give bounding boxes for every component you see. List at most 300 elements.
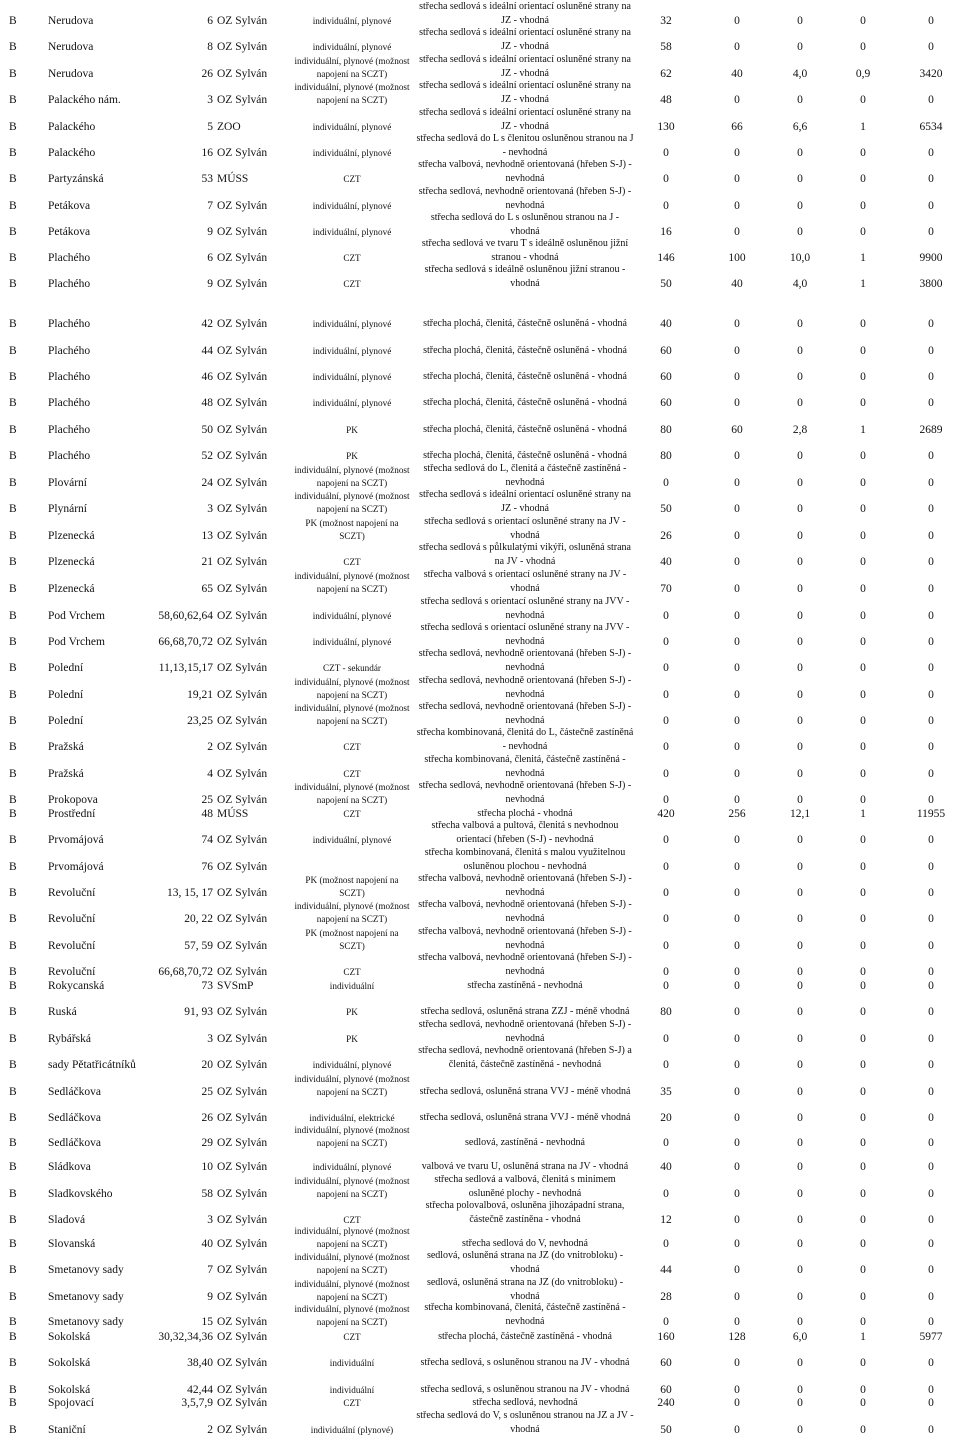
zone-name: OZ Sylván (217, 635, 268, 648)
value-col-1: 0 (663, 199, 669, 212)
roof-description: střecha sedlová, nevhodně orientovaná (hřeben S-J) - nevhodná (418, 186, 632, 211)
section-letter: B (9, 979, 17, 992)
value-col-3: 0 (797, 199, 803, 212)
value-col-4: 0 (860, 1005, 866, 1018)
table-row (0, 1316, 960, 1344)
roof-description: střecha sedlová, nevhodně orientovaná (hřeben S-J) - nevhodná (418, 701, 632, 726)
value-col-1: 0 (663, 714, 669, 727)
table-row (0, 674, 960, 702)
zone-name: OZ Sylván (217, 714, 268, 727)
value-col-1: 60 (660, 396, 672, 409)
value-col-1: 44 (660, 1263, 672, 1276)
value-col-3: 0 (797, 1237, 803, 1250)
roof-description: střecha valbová, nevhodně orientovaná (hřeben S-J) - nevhodná (418, 926, 632, 951)
value-col-2: 0 (734, 476, 740, 489)
value-col-3: 0 (797, 344, 803, 357)
heating-type: individuální, plynové (možnost napojení na SCZT) (294, 1252, 410, 1275)
value-col-2: 0 (734, 14, 740, 27)
street-name: Prostřední (48, 807, 96, 820)
value-col-5: 0 (928, 1187, 934, 1200)
value-col-5: 0 (928, 582, 934, 595)
value-col-3: 0 (797, 1396, 803, 1409)
street-name: Palackého nám. (48, 93, 121, 106)
section-letter: B (9, 146, 17, 159)
value-col-3: 6,0 (792, 1330, 808, 1343)
value-col-5: 9900 (919, 251, 943, 264)
value-col-3: 0 (797, 370, 803, 383)
value-col-2: 128 (728, 1330, 746, 1343)
value-col-1: 60 (660, 1383, 672, 1396)
value-col-5: 0 (928, 40, 934, 53)
value-col-5: 0 (928, 886, 934, 899)
value-col-2: 0 (734, 396, 740, 409)
zone-name: MÚSS (217, 172, 249, 185)
roof-description: střecha sedlová do V, s osluněnou stranou na JZ a JV - vhodná (416, 1410, 634, 1435)
value-col-1: 0 (663, 767, 669, 780)
value-col-5: 0 (928, 793, 934, 806)
value-col-4: 1 (860, 251, 866, 264)
value-col-2: 0 (734, 1396, 740, 1409)
house-number: 10 (201, 1160, 213, 1173)
table-row (0, 26, 960, 54)
house-number: 13 (201, 529, 213, 542)
value-col-2: 0 (734, 146, 740, 159)
heating-type: individuální, plynové (možnost napojení na SCZT) (294, 1304, 410, 1327)
house-number: 48 (201, 396, 213, 409)
value-col-5: 0 (928, 912, 934, 925)
value-col-4: 0 (860, 199, 866, 212)
section-letter: B (9, 1315, 17, 1328)
section-letter: B (9, 1356, 17, 1369)
value-col-2: 0 (734, 1237, 740, 1250)
zone-name: OZ Sylván (217, 1356, 268, 1369)
value-col-5: 0 (928, 661, 934, 674)
roof-description: střecha plochá, členitá, částečně osluněná - vhodná (423, 397, 627, 408)
section-letter: B (9, 529, 17, 542)
street-name: Palackého (48, 120, 96, 133)
street-name: Revoluční (48, 886, 96, 899)
value-col-5: 3800 (919, 277, 943, 290)
section-letter: B (9, 1187, 17, 1200)
roof-description: střecha sedlová a valbová, členitá s minimem osluněné plochy - nevhodná (434, 1174, 616, 1199)
table-row (0, 991, 960, 1019)
section-letter: B (9, 370, 17, 383)
section-letter: B (9, 1136, 17, 1149)
table-row (0, 965, 960, 993)
house-number: 91, 93 (184, 1005, 213, 1018)
value-col-4: 0 (860, 396, 866, 409)
heating-type: CZT (343, 809, 361, 819)
roof-description: střecha plochá - vhodná (477, 808, 573, 819)
table-row (0, 819, 960, 847)
street-name: Sedláčkova (48, 1111, 102, 1124)
house-number: 3 (207, 502, 213, 515)
house-number: 30,32,34,36 (158, 1330, 213, 1343)
house-number: 7 (207, 199, 213, 212)
street-name: Plachého (48, 277, 91, 290)
value-col-2: 0 (734, 767, 740, 780)
value-col-5: 0 (928, 965, 934, 978)
value-col-1: 80 (660, 1005, 672, 1018)
table-row (0, 158, 960, 186)
value-col-4: 0 (860, 1237, 866, 1250)
value-col-4: 0 (860, 14, 866, 27)
table-row (0, 53, 960, 81)
value-col-2: 0 (734, 555, 740, 568)
section-letter: B (9, 1213, 17, 1226)
zone-name: OZ Sylván (217, 1330, 268, 1343)
heating-type: CZT - sekundár (322, 663, 381, 673)
value-col-2: 0 (734, 635, 740, 648)
value-col-2: 0 (734, 317, 740, 330)
value-col-4: 0 (860, 1263, 866, 1276)
zone-name: OZ Sylván (217, 1423, 268, 1436)
table-row (0, 515, 960, 543)
table-row (0, 1409, 960, 1437)
value-col-3: 0 (797, 1383, 803, 1396)
street-name: Plachého (48, 317, 91, 330)
table-row (0, 435, 960, 463)
value-col-4: 0 (860, 1136, 866, 1149)
value-col-2: 0 (734, 1187, 740, 1200)
value-col-3: 0 (797, 1290, 803, 1303)
zone-name: OZ Sylván (217, 1111, 268, 1124)
section-letter: B (9, 40, 17, 53)
table-row (0, 1342, 960, 1370)
value-col-3: 0 (797, 582, 803, 595)
heating-type: individuální, plynové (312, 1162, 392, 1172)
roof-description: střecha valbová a pultová, členitá s nevhodnou orientací (hřeben (S-J) - nevhodná (431, 820, 619, 845)
heating-type: CZT (343, 742, 361, 752)
value-col-3: 0 (797, 146, 803, 159)
value-col-4: 0 (860, 860, 866, 873)
value-col-4: 0 (860, 965, 866, 978)
section-letter: B (9, 277, 17, 290)
value-col-3: 0 (797, 979, 803, 992)
value-col-3: 2,8 (792, 423, 808, 436)
value-col-1: 160 (657, 1330, 675, 1343)
value-col-1: 58 (660, 40, 672, 53)
roof-description: střecha sedlová s orientací osluněné strany na JVV - nevhodná (420, 622, 630, 647)
value-col-3: 0 (797, 609, 803, 622)
street-name: Sládkova (48, 1160, 91, 1173)
heating-type: individuální (329, 1358, 375, 1368)
street-name: Sokolská (48, 1330, 91, 1343)
value-col-3: 6,6 (792, 120, 808, 133)
value-col-2: 100 (728, 251, 746, 264)
value-col-3: 10,0 (789, 251, 811, 264)
section-letter: B (9, 317, 17, 330)
zone-name: OZ Sylván (217, 1263, 268, 1276)
house-number: 38,40 (187, 1356, 213, 1369)
street-name: Smetanovy sady (48, 1290, 124, 1303)
heating-type: individuální, plynové (možnost napojení na SCZT) (294, 677, 410, 700)
section-letter: B (9, 423, 17, 436)
heating-type: individuální (plynové) (310, 1425, 394, 1435)
value-col-4: 1 (860, 807, 866, 820)
value-col-3: 0 (797, 1213, 803, 1226)
roof-description: střecha valbová, nevhodně orientovaná (hřeben S-J) - nevhodná (418, 873, 632, 898)
zone-name: OZ Sylván (217, 1005, 268, 1018)
house-number: 25 (201, 793, 213, 806)
value-col-1: 0 (663, 1058, 669, 1071)
heating-type: CZT (343, 557, 361, 567)
zone-name: OZ Sylván (217, 344, 268, 357)
section-letter: B (9, 251, 17, 264)
heating-type: individuální, plynové (312, 637, 392, 647)
value-col-5: 0 (928, 449, 934, 462)
value-col-5: 0 (928, 396, 934, 409)
zone-name: OZ Sylván (217, 767, 268, 780)
table-row (0, 925, 960, 953)
table-row (0, 1223, 960, 1251)
value-col-5: 0 (928, 529, 934, 542)
value-col-4: 0 (860, 93, 866, 106)
heating-type: individuální, plynové (možnost napojení na SCZT) (294, 901, 410, 924)
heating-type: individuální, plynové (možnost napojení na SCZT) (294, 782, 410, 805)
section-letter: B (9, 344, 17, 357)
heating-type: individuální, plynové (možnost napojení na SCZT) (294, 1125, 410, 1148)
value-col-5: 0 (928, 146, 934, 159)
house-number: 6 (207, 14, 213, 27)
value-col-4: 0 (860, 1187, 866, 1200)
value-col-4: 0 (860, 886, 866, 899)
value-col-4: 1 (860, 1330, 866, 1343)
value-col-4: 0 (860, 225, 866, 238)
value-col-2: 0 (734, 1290, 740, 1303)
value-col-5: 0 (928, 1111, 934, 1124)
street-name: Sokolská (48, 1356, 91, 1369)
value-col-1: 0 (663, 965, 669, 978)
value-col-4: 0 (860, 635, 866, 648)
value-col-2: 0 (734, 939, 740, 952)
table-row (0, 1249, 960, 1277)
value-col-1: 70 (660, 582, 672, 595)
roof-description: střecha sedlová s ideální orientací osluněné strany na JZ - vhodná (419, 27, 631, 52)
heating-type: individuální, plynové (možnost napojení na SCZT) (294, 703, 410, 726)
table-row (0, 1173, 960, 1201)
street-name: Sedláčkova (48, 1136, 102, 1149)
value-col-5: 0 (928, 714, 934, 727)
zone-name: ZOO (217, 120, 241, 133)
section-letter: B (9, 965, 17, 978)
street-name: Plzenecká (48, 555, 95, 568)
heating-type: individuální, plynové (312, 148, 392, 158)
value-col-5: 0 (928, 1237, 934, 1250)
section-letter: B (9, 14, 17, 27)
value-col-2: 0 (734, 793, 740, 806)
value-col-1: 40 (660, 317, 672, 330)
heating-type: CZT (343, 279, 361, 289)
table-row (0, 700, 960, 728)
value-col-5: 0 (928, 939, 934, 952)
roof-description: střecha sedlová s ideálně osluněnou jižní stranou - vhodná (424, 264, 626, 289)
value-col-3: 0 (797, 740, 803, 753)
zone-name: OZ Sylván (217, 1237, 268, 1250)
zone-name: OZ Sylván (217, 502, 268, 515)
value-col-2: 0 (734, 449, 740, 462)
value-col-2: 0 (734, 661, 740, 674)
section-letter: B (9, 225, 17, 238)
heating-type: CZT (343, 967, 361, 977)
value-col-3: 0 (797, 317, 803, 330)
value-col-2: 0 (734, 1005, 740, 1018)
heating-type: individuální, plynové (312, 398, 392, 408)
value-col-4: 0 (860, 555, 866, 568)
value-col-2: 0 (734, 1315, 740, 1328)
value-col-3: 0 (797, 939, 803, 952)
street-name: Plachého (48, 370, 91, 383)
house-number: 9 (207, 225, 213, 238)
value-col-1: 50 (660, 502, 672, 515)
street-name: Palackého (48, 146, 96, 159)
street-name: Revoluční (48, 965, 96, 978)
house-number: 3 (207, 93, 213, 106)
house-number: 23,25 (187, 714, 213, 727)
house-number: 46 (201, 370, 213, 383)
value-col-2: 0 (734, 1383, 740, 1396)
house-number: 21 (201, 555, 213, 568)
section-letter: B (9, 609, 17, 622)
heating-type: individuální, plynové (312, 201, 392, 211)
roof-description: střecha plochá, členitá, částečně osluněná - vhodná (423, 318, 627, 329)
value-col-5: 0 (928, 767, 934, 780)
section-letter: B (9, 886, 17, 899)
value-col-1: 0 (663, 476, 669, 489)
section-letter: B (9, 860, 17, 873)
section-letter: B (9, 912, 17, 925)
heating-type: individuální, plynové (možnost napojení na SCZT) (294, 1226, 410, 1249)
roof-description: střecha sedlová s ideální orientací osluněné strany na JZ - vhodná (419, 107, 631, 132)
value-col-2: 0 (734, 688, 740, 701)
value-col-5: 0 (928, 370, 934, 383)
street-name: Pod Vrchem (48, 635, 105, 648)
value-col-1: 0 (663, 146, 669, 159)
heating-type: individuální, plynové (312, 1060, 392, 1070)
heating-type: individuální, plynové (možnost napojení na SCZT) (294, 571, 410, 594)
table-row (0, 185, 960, 213)
zone-name: OZ Sylván (217, 476, 268, 489)
house-number: 58,60,62,64 (158, 609, 213, 622)
house-number: 20 (201, 1058, 213, 1071)
heating-type: individuální, plynové (možnost napojení na SCZT) (294, 465, 410, 488)
house-number: 3 (207, 1032, 213, 1045)
roof-description: střecha sedlová s ideální orientací osluněné strany na JZ - vhodná (419, 489, 631, 514)
house-number: 8 (207, 40, 213, 53)
roof-description: střecha sedlová, nevhodně orientovaná (hřeben S-J) - nevhodná (418, 675, 632, 700)
heating-type: individuální, plynové (312, 372, 392, 382)
value-col-1: 60 (660, 370, 672, 383)
value-col-2: 0 (734, 1423, 740, 1436)
value-col-2: 0 (734, 1136, 740, 1149)
value-col-3: 0 (797, 1160, 803, 1173)
value-col-1: 0 (663, 688, 669, 701)
value-col-2: 0 (734, 609, 740, 622)
table-row (0, 1071, 960, 1099)
value-col-3: 0 (797, 635, 803, 648)
value-col-3: 0 (797, 886, 803, 899)
value-col-2: 60 (731, 423, 743, 436)
house-number: 25 (201, 1085, 213, 1098)
heating-type: individuální, plynové (312, 227, 392, 237)
roof-description: střecha valbová, nevhodně orientovaná (hřeben S-J) - nevhodná (418, 952, 632, 977)
value-col-5: 0 (928, 172, 934, 185)
value-col-2: 0 (734, 40, 740, 53)
roof-description: střecha sedlová, osluněná strana VVJ - méně vhodná (419, 1112, 631, 1123)
roof-description: střecha sedlová, nevhodně orientovaná (hřeben S-J) - nevhodná (418, 780, 632, 805)
value-col-1: 0 (663, 1187, 669, 1200)
heating-type: PK (možnost napojení na SCZT) (305, 928, 399, 951)
roof-description: sedlová, osluněná strana na JZ (do vnitrobloku) - vhodná (426, 1277, 624, 1302)
table-row (0, 541, 960, 569)
roof-description: střecha sedlová, s osluněnou stranou na JV - vhodná (420, 1357, 630, 1368)
street-name: Plachého (48, 449, 91, 462)
value-col-3: 0 (797, 912, 803, 925)
roof-description: sedlová, osluněná strana na JZ (do vnitrobloku) - vhodná (426, 1250, 624, 1275)
zone-name: OZ Sylván (217, 939, 268, 952)
section-letter: B (9, 1423, 17, 1436)
roof-description: střecha sedlová ve tvaru T s ideálně osluněnou jižní stranou - vhodná (421, 238, 629, 263)
section-letter: B (9, 502, 17, 515)
street-name: Partyzánská (48, 172, 104, 185)
value-col-3: 0 (797, 449, 803, 462)
section-letter: B (9, 172, 17, 185)
roof-description: střecha sedlová s orientací osluněné strany na JV - vhodná (424, 516, 626, 541)
value-col-4: 0 (860, 793, 866, 806)
value-col-4: 0 (860, 1111, 866, 1124)
zone-name: OZ Sylván (217, 529, 268, 542)
value-col-5: 0 (928, 14, 934, 27)
section-letter: B (9, 1032, 17, 1045)
house-number: 42,44 (187, 1383, 213, 1396)
value-col-2: 256 (728, 807, 746, 820)
heating-type: PK (346, 451, 358, 461)
value-col-5: 0 (928, 635, 934, 648)
value-col-3: 0 (797, 14, 803, 27)
roof-description: střecha sedlová s ideální orientací osluněné strany na JZ - vhodná (419, 80, 631, 105)
value-col-5: 0 (928, 688, 934, 701)
table-row (0, 753, 960, 781)
value-col-5: 0 (928, 199, 934, 212)
table-row (0, 303, 960, 331)
value-col-4: 0 (860, 609, 866, 622)
zone-name: OZ Sylván (217, 661, 268, 674)
table-row (0, 132, 960, 160)
section-letter: B (9, 740, 17, 753)
value-col-1: 0 (663, 609, 669, 622)
house-number: 9 (207, 277, 213, 290)
table-row (0, 846, 960, 874)
value-col-3: 0 (797, 172, 803, 185)
heating-type: CZT (343, 174, 361, 184)
table-row (0, 647, 960, 675)
zone-name: OZ Sylván (217, 886, 268, 899)
value-col-3: 0 (797, 1032, 803, 1045)
street-name: Rokycanská (48, 979, 105, 992)
value-col-5: 0 (928, 1263, 934, 1276)
value-col-2: 0 (734, 1032, 740, 1045)
heating-type: CZT (343, 253, 361, 263)
value-col-4: 0 (860, 370, 866, 383)
heating-type: individuální, plynové (312, 42, 392, 52)
street-name: Nerudova (48, 67, 94, 80)
value-col-5: 0 (928, 225, 934, 238)
house-number: 74 (201, 833, 213, 846)
value-col-1: 35 (660, 1085, 672, 1098)
value-col-5: 0 (928, 740, 934, 753)
value-col-4: 0 (860, 714, 866, 727)
value-col-5: 0 (928, 555, 934, 568)
